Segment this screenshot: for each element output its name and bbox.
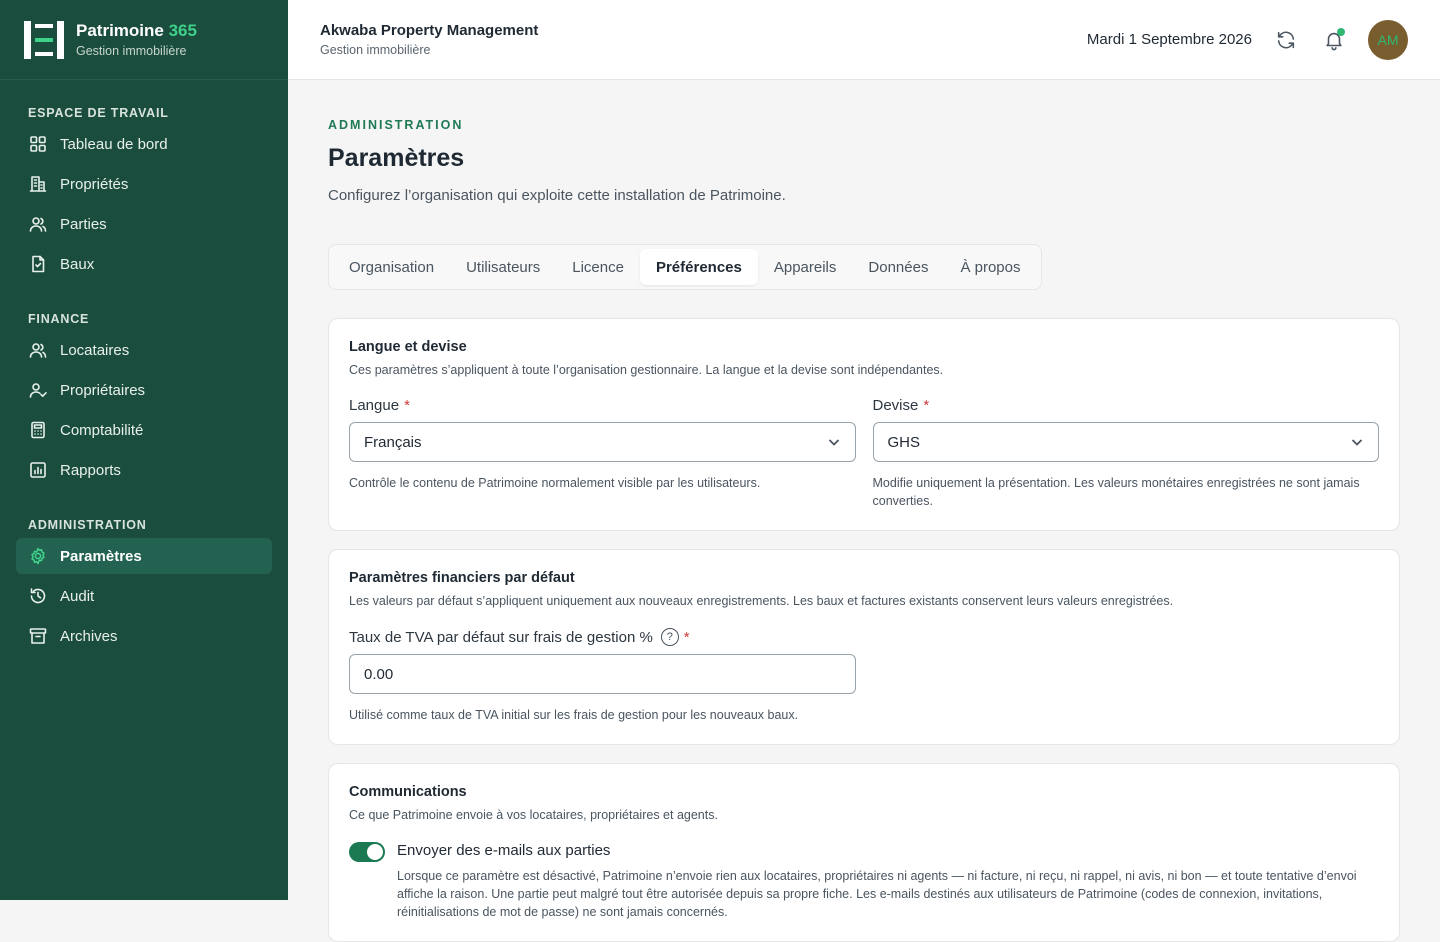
page-eyebrow: ADMINISTRATION <box>328 118 464 132</box>
sidebar-item-label: Locataires <box>60 341 130 359</box>
required-marker: * <box>404 397 410 414</box>
currency-field <box>873 397 1380 510</box>
users-icon <box>28 214 48 234</box>
document-icon <box>28 254 48 274</box>
sidebar-item-properties[interactable] <box>16 166 272 202</box>
brand-logo-icon <box>24 21 64 59</box>
page-description: Configurez l’organisation qui exploite cette installation de Patrimoine. <box>328 187 786 204</box>
sidebar <box>0 0 288 900</box>
currency-label: Devise <box>872 397 919 414</box>
tab-license[interactable]: Licence <box>572 258 624 276</box>
nav-section-administration <box>0 518 288 654</box>
vat-rate-input[interactable] <box>349 654 856 694</box>
tab-about[interactable]: À propos <box>960 258 1021 276</box>
tab-users[interactable]: Utilisateurs <box>466 258 541 276</box>
notification-dot <box>1337 28 1345 36</box>
email-parties-description: Lorsque ce paramètre est désactivé, Patrimoine n’envoie rien aux locataires, propriétaires ni agents — ni facture, ni reçu, ni rappel, ni avis, ni bon — et toute tentative d’envoi affiche la raison. Une partie peut malgré tout être autorisée depuis sa propre fiche. Les e-mails destinés aux utilisateurs de Patrimoine (codes de connexion, invitations, réinitialisations de mot de passe) ne sont jamais concernés. <box>397 869 1357 919</box>
language-currency-card <box>328 318 1400 531</box>
dashboard-icon <box>28 134 48 154</box>
language-field <box>349 397 856 510</box>
sidebar-item-label: Audit <box>60 587 95 605</box>
language-hint: Contrôle le contenu de Patrimoine normalement visible par les utilisateurs. <box>349 476 761 490</box>
sidebar-item-label: Propriétés <box>60 175 129 193</box>
vat-field <box>349 628 856 694</box>
refresh-icon <box>1275 29 1297 51</box>
avatar[interactable]: AM <box>1368 20 1408 60</box>
nav-heading: FINANCE <box>28 312 90 326</box>
archive-icon <box>28 626 48 646</box>
sidebar-item-label: Comptabilité <box>60 421 144 439</box>
topbar <box>288 0 1440 80</box>
user-check-icon <box>28 380 48 400</box>
language-value: Français <box>364 433 422 451</box>
currency-hint: Modifie uniquement la présentation. Les valeurs monétaires enregistrées ne sont jamais converties. <box>872 476 1360 508</box>
organization-info <box>320 22 538 57</box>
card-title: Communications <box>349 784 467 800</box>
settings-tabs <box>328 244 1042 290</box>
communications-card <box>328 763 1400 942</box>
nav-section-finance <box>0 312 288 488</box>
brand-subtitle: Gestion immobilière <box>76 44 187 58</box>
gear-icon <box>28 546 48 566</box>
card-description: Ces paramètres s’appliquent à toute l’organisation gestionnaire. La langue et la devise sont indépendantes. <box>349 363 944 377</box>
calculator-icon <box>28 420 48 440</box>
page-title: Paramètres <box>328 144 465 172</box>
current-date: Mardi 1 Septembre 2026 <box>1086 31 1252 48</box>
sidebar-item-archives[interactable] <box>16 618 272 654</box>
sidebar-item-label: Tableau de bord <box>60 135 168 153</box>
chart-icon <box>28 460 48 480</box>
history-icon <box>28 586 48 606</box>
nav-heading: ESPACE DE TRAVAIL <box>28 106 169 120</box>
sidebar-item-label: Parties <box>60 215 107 233</box>
language-label: Langue <box>349 397 400 414</box>
sidebar-item-reports[interactable] <box>16 452 272 488</box>
card-title: Langue et devise <box>349 339 467 355</box>
building-icon <box>28 174 48 194</box>
org-subtitle: Gestion immobilière <box>320 43 431 57</box>
sidebar-item-label: Propriétaires <box>60 381 146 399</box>
nav-heading: ADMINISTRATION <box>28 518 147 532</box>
sidebar-item-tenants[interactable] <box>16 332 272 368</box>
sidebar-item-label: Baux <box>60 255 95 273</box>
notifications-button[interactable] <box>1320 26 1348 54</box>
sidebar-item-accounting[interactable] <box>16 412 272 448</box>
email-parties-setting <box>349 842 1379 921</box>
sidebar-item-settings[interactable] <box>16 538 272 574</box>
email-parties-label: Envoyer des e-mails aux parties <box>397 842 611 859</box>
sidebar-item-leases[interactable] <box>16 246 272 282</box>
vat-label: Taux de TVA par défaut sur frais de gestion % <box>349 628 653 646</box>
financial-defaults-card <box>328 549 1400 745</box>
sidebar-item-label: Archives <box>60 627 118 645</box>
vat-rate-value: 0.00 <box>364 665 394 683</box>
currency-value: GHS <box>887 433 921 451</box>
email-parties-toggle[interactable] <box>349 842 385 862</box>
currency-select[interactable] <box>873 422 1380 462</box>
card-description: Ce que Patrimoine envoie à vos locataires, propriétaires et agents. <box>349 808 718 822</box>
language-select[interactable] <box>349 422 856 462</box>
sidebar-item-parties[interactable] <box>16 206 272 242</box>
vat-hint: Utilisé comme taux de TVA initial sur les frais de gestion pour les nouveaux baux. <box>349 708 799 722</box>
tab-preferences[interactable]: Préférences <box>640 249 758 285</box>
card-description: Les valeurs par défaut s’appliquent uniquement aux nouveaux enregistrements. Les baux et factures existants conservent leurs valeurs enregistrées. <box>349 594 1174 608</box>
main-content <box>328 80 1400 942</box>
required-marker: * <box>683 628 690 646</box>
chevron-down-icon <box>1350 435 1364 449</box>
chevron-down-icon <box>827 435 841 449</box>
brand-name: Patrimoine 365 <box>76 21 197 40</box>
sidebar-item-dashboard[interactable] <box>16 126 272 162</box>
sidebar-item-label: Paramètres <box>60 547 142 565</box>
brand[interactable] <box>0 0 288 80</box>
card-title: Paramètres financiers par défaut <box>349 570 575 586</box>
org-name: Akwaba Property Management <box>320 22 539 39</box>
refresh-button[interactable] <box>1272 26 1300 54</box>
required-marker: * <box>923 397 930 414</box>
sidebar-item-owners[interactable] <box>16 372 272 408</box>
help-icon[interactable]: ? <box>661 628 679 646</box>
tab-data[interactable]: Données <box>868 258 929 276</box>
sidebar-item-audit[interactable] <box>16 578 272 614</box>
sidebar-item-label: Rapports <box>60 461 121 479</box>
tab-devices[interactable]: Appareils <box>773 258 837 276</box>
nav-section-workspace <box>0 106 288 282</box>
tab-organisation[interactable]: Organisation <box>349 258 435 276</box>
users-icon <box>28 340 48 360</box>
